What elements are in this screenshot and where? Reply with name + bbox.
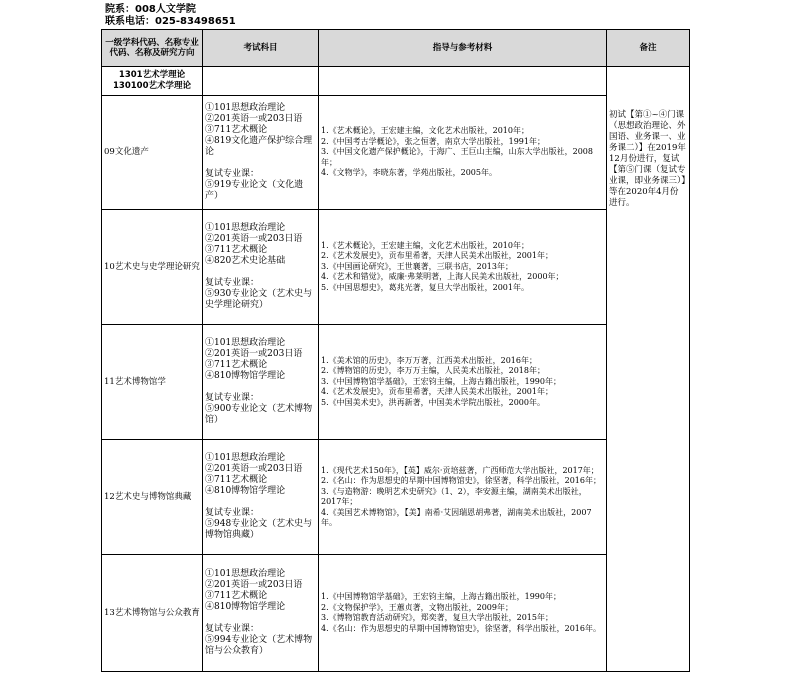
reference-item: 5.《中国美术史》，洪再新著，中国美术学院出版社，2000年。 (321, 397, 545, 407)
direction-cell: 09文化遗产 (102, 96, 203, 210)
direction-cell: 12艺术史与博物馆典藏 (102, 440, 203, 555)
table-row (102, 96, 690, 210)
reference-item: 4.《文物学》，李晓东著，学苑出版社，2005年。 (321, 168, 497, 178)
category-row (102, 67, 690, 96)
subject-item: ①101思想政治理论 (205, 223, 286, 233)
reference-item: 4.《名山：作为思想史的早期中国博物馆史》，徐坚著，科学出版社，2016年。 (321, 623, 601, 633)
reference-item: 1.《艺术概论》，王宏建主编，文化艺术出版社，2010年； (321, 126, 529, 136)
reference-item: 2.《博物馆的历史》，李万万主编，人民美术出版社，2018年； (321, 366, 545, 376)
category-subcode: 130100艺术学理论 (113, 81, 191, 91)
category-code: 1301艺术学理论 (118, 70, 186, 80)
col-header-references: 指导与参考材料 (319, 30, 607, 67)
reference-item: 1.《中国博物馆学基础》，王宏钧主编，上海古籍出版社，1990年； (321, 592, 561, 601)
subject-item: ②201英语一或203日语 (205, 464, 303, 474)
table-row (102, 440, 690, 555)
subject-item: ④810博物馆学理论 (205, 602, 286, 612)
table-row (102, 325, 690, 440)
subject-item: ⑤948专业论文（艺术史与博物馆典藏） (205, 519, 313, 540)
subject-item: ②201英语一或203日语 (205, 349, 303, 359)
subject-item: ①101思想政治理论 (205, 569, 286, 579)
reference-item: 3.《中国文化遗产保护概论》，于海广、王巨山主编，山东大学出版社，2008年； (321, 147, 593, 167)
reference-item: 2.《中国考古学概论》，张之恒著，南京大学出版社，1991年； (321, 136, 545, 146)
reference-item: 3.《与造物游：晚明艺术史研究》（1、2），李安源主编，湖南美术出版社，2017年； (321, 486, 587, 506)
direction-cell: 13艺术博物馆与公众教育 (102, 555, 203, 672)
subjects-cell (203, 96, 319, 210)
subject-item: ⑤900专业论文（艺术博物馆） (205, 404, 313, 425)
subject-item: ④810博物馆学理论 (205, 486, 286, 496)
notes-cell: 初试【第①~④门课（思想政治理论、外国语、业务课一、业务课二）】在2019年12月份进行，复试【第⑤门课（复试专业课，即业务课三）】等在2020年4月份进行。 (607, 67, 690, 672)
subject-item: ①101思想政治理论 (205, 103, 286, 113)
reference-item: 4.《艺术发展史》，贡布里希著，天津人民美术出版社，2001年； (321, 387, 553, 397)
subject-item: ②201英语一或203日语 (205, 234, 303, 244)
subject-item: ①101思想政治理论 (205, 338, 286, 348)
reference-item: 2.《名山：作为思想史的早期中国博物馆史》，徐坚著，科学出版社，2016年； (321, 476, 601, 485)
reference-item: 1.《艺术概论》，王宏建主编，文化艺术出版社，2010年； (321, 240, 529, 250)
subjects-cell (203, 210, 319, 325)
references-cell (319, 96, 607, 210)
subject-item: ⑤919专业论文（文化遗产） (205, 180, 304, 201)
program-table (101, 29, 690, 672)
reference-item: 5.《中国思想史》，葛兆光著，复旦大学出版社，2001年。 (321, 282, 529, 292)
subject-item: ④820艺术史论基础 (205, 256, 286, 266)
category-empty-refs (319, 67, 607, 96)
phone-label: 联系电话：025-83498651 (105, 16, 236, 27)
references-cell (319, 440, 607, 555)
subject-item: ②201英语一或203日语 (205, 580, 303, 590)
reference-item: 1.《美术馆的历史》，李万万著，江西美术出版社，2016年； (321, 355, 537, 365)
department-label: 院系：008人文学院 (105, 4, 196, 15)
subject-item: ⑤930专业论文（艺术史与史学理论研究） (205, 289, 313, 310)
category-empty-subjects (203, 67, 319, 96)
reference-item: 3.《中国博物馆学基础》，王宏钧主编，上海古籍出版社，1990年； (321, 376, 561, 386)
reference-item: 4.《艺术和错觉》，威廉·弗莱明著，上海人民美术出版社，2000年； (321, 272, 564, 282)
reference-item: 1.《现代艺术150年》，【英】威尔·贡培兹著，广西师范大学出版社，2017年； (321, 465, 599, 475)
category-cell (102, 67, 203, 96)
reference-item: 3.《中国画论研究》，王世襄著，三联书店，2013年； (321, 261, 513, 271)
subject-item: ③711艺术概论 (205, 245, 268, 255)
reference-item: 3.《博物馆教育活动研究》，郑奕著，复旦大学出版社，2015年； (321, 613, 553, 622)
references-cell (319, 325, 607, 440)
subject-item: ②201英语一或203日语 (205, 114, 303, 124)
subject-item: ④810博物馆学理论 (205, 371, 286, 381)
subjects-cell (203, 325, 319, 440)
table-row (102, 210, 690, 325)
direction-cell: 11艺术博物馆学 (102, 325, 203, 440)
table-header-row (102, 30, 690, 67)
subject-item: ①101思想政治理论 (205, 453, 286, 463)
reference-item: 2.《艺术发展史》，贡布里希著，天津人民美术出版社，2001年； (321, 251, 553, 261)
retest-label: 复试专业课： (205, 278, 260, 288)
references-cell (319, 210, 607, 325)
col-header-notes: 备注 (607, 30, 690, 67)
references-cell (319, 555, 607, 672)
retest-label: 复试专业课： (205, 169, 260, 179)
subjects-cell (203, 440, 319, 555)
retest-label: 复试专业课： (205, 624, 260, 634)
retest-label: 复试专业课： (205, 508, 260, 518)
subject-item: ③711艺术概论 (205, 475, 268, 485)
reference-item: 4.《美国艺术博物馆》，【美】南希·艾因瑞恩胡弗著，湖南美术出版社，2007年。 (321, 507, 592, 527)
table-row (102, 555, 690, 672)
subject-item: ③711艺术概论 (205, 591, 268, 601)
subject-item: ③711艺术概论 (205, 125, 268, 135)
subject-item: ⑤994专业论文（艺术博物馆与公众教育） (205, 635, 313, 656)
subject-item: ④819文化遗产保护综合理论 (205, 136, 313, 157)
subjects-cell (203, 555, 319, 672)
reference-item: 2.《文物保护学》，王蕙贞著，文物出版社，2009年； (321, 602, 513, 612)
col-header-direction: 一级学科代码、名称专业代码、名称及研究方向 (102, 30, 203, 67)
retest-label: 复试专业课： (205, 393, 260, 403)
direction-cell: 10艺术史与史学理论研究 (102, 210, 203, 325)
subject-item: ③711艺术概论 (205, 360, 268, 370)
col-header-subjects: 考试科目 (203, 30, 319, 67)
